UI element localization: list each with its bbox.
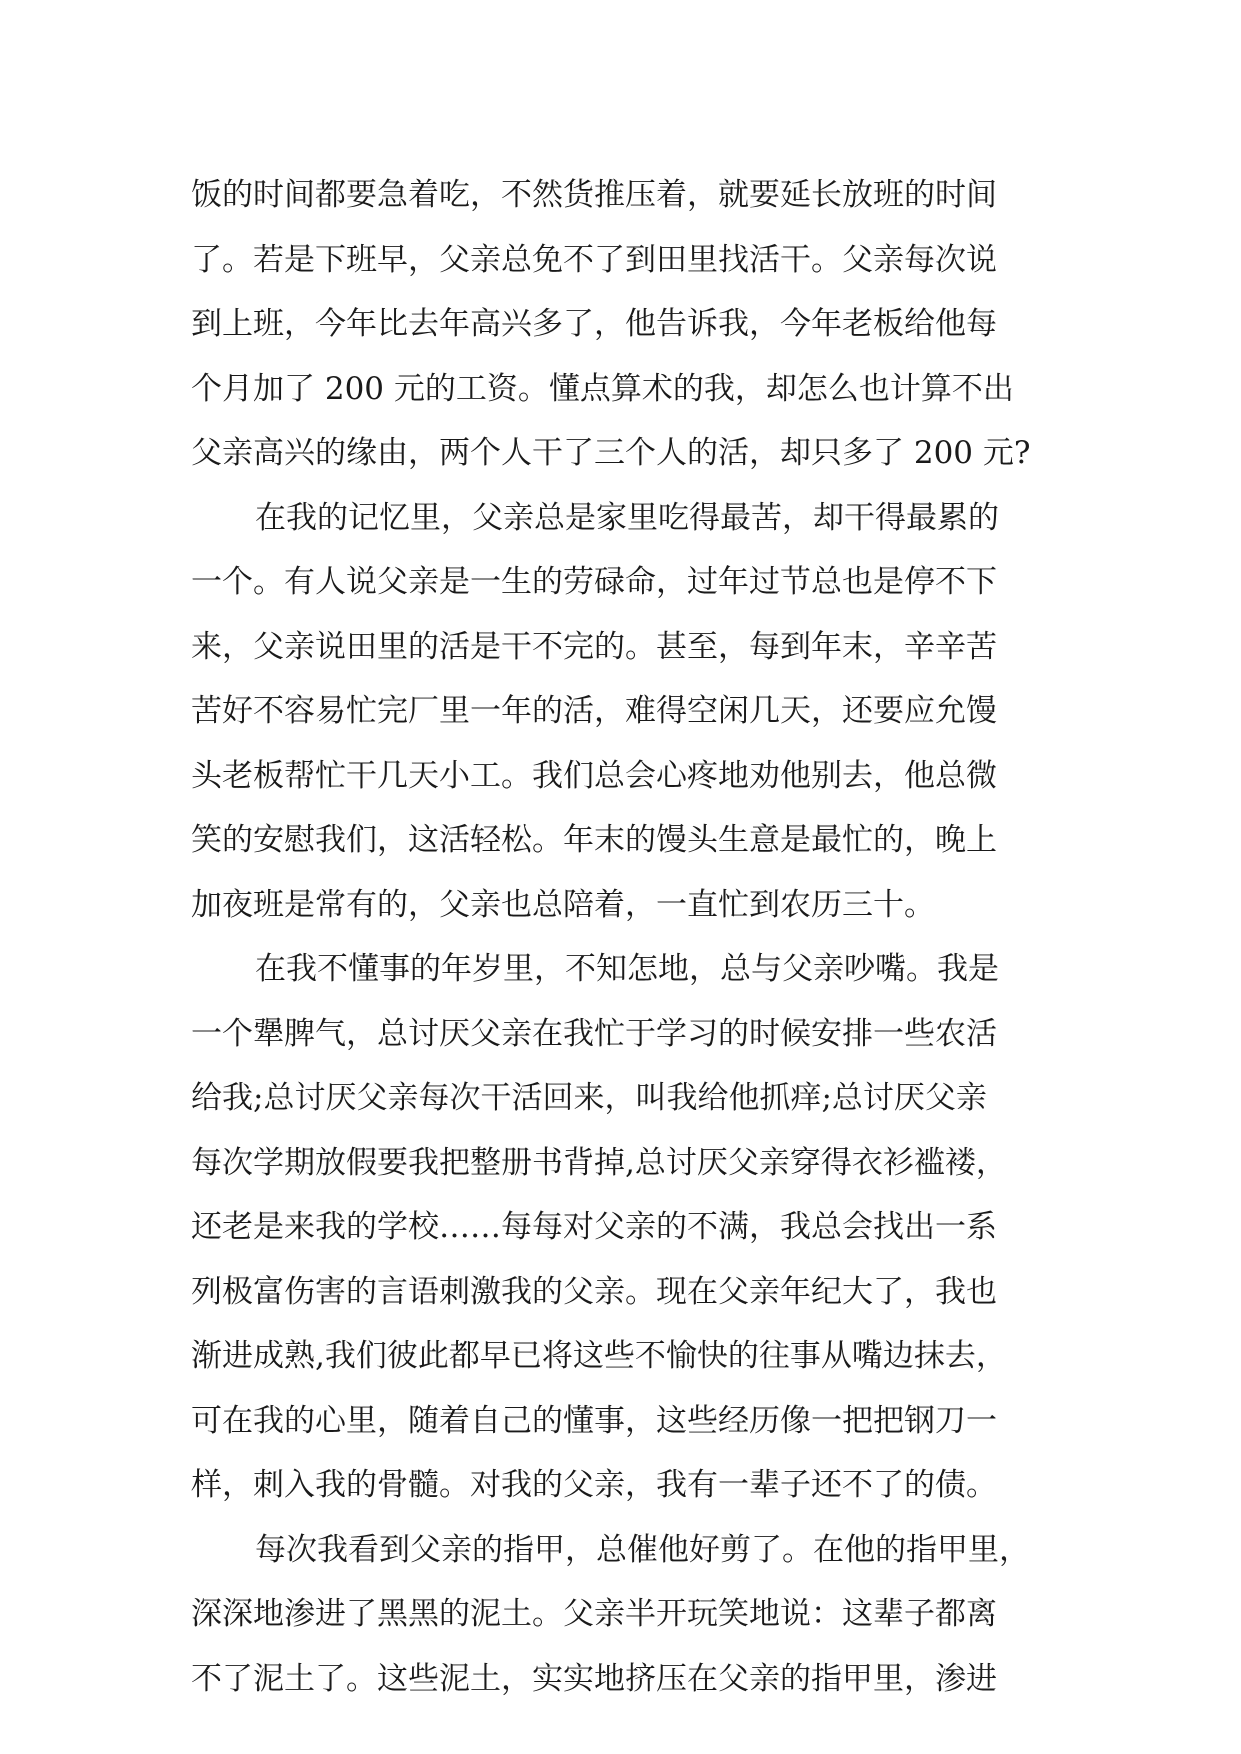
text-line: 来，父亲说田里的活是干不完的。甚至，每到年末，辛辛苦 [191, 628, 997, 665]
text-line: 列极富伤害的言语刺激我的父亲。现在父亲年纪大了，我也 [191, 1273, 997, 1310]
text-line: 还老是来我的学校……每每对父亲的不满，我总会找出一系 [191, 1209, 997, 1245]
text-line: 饭的时间都要急着吃，不然货推压着，就要延长放班的时间 [191, 177, 997, 213]
text-line: 个月加了 200 元的工资。懂点算术的我，却怎么也计算不出 [191, 370, 1014, 407]
text-line: 样，刺入我的骨髓。对我的父亲，我有一辈子还不了的债。 [191, 1467, 997, 1503]
text-line: 父亲高兴的缘由，两个人干了三个人的活，却只多了 200 元? [191, 435, 1031, 471]
text-line: 头老板帮忙干几天小工。我们总会心疼地劝他别去，他总微 [191, 757, 997, 794]
body-text [191, 163, 1071, 1711]
text-line: 渐进成熟,我们彼此都早已将这些不愉快的往事从嘴边抹去， [191, 1338, 1007, 1374]
text-line: 给我;总讨厌父亲每次干活回来，叫我给他抓痒;总讨厌父亲 [191, 1080, 987, 1116]
text-line: 笑的安慰我们，这活轻松。年末的馒头生意是最忙的，晚上 [191, 822, 997, 858]
text-line: 一个。有人说父亲是一生的劳碌命，过年过节总也是停不下 [191, 564, 997, 600]
paragraph-start-line: 在我不懂事的年岁里，不知怎地，总与父亲吵嘴。我是 [255, 951, 999, 987]
text-line: 到上班，今年比去年高兴多了，他告诉我，今年老板给他每 [191, 306, 997, 342]
text-line: 每次学期放假要我把整册书背掉,总讨厌父亲穿得衣衫褴褛， [191, 1144, 1007, 1181]
text-line: 了。若是下班早，父亲总免不了到田里找活干。父亲每次说 [191, 241, 997, 278]
text-line: 苦好不容易忙完厂里一年的活，难得空闲几天，还要应允馒 [191, 693, 997, 729]
paragraph-start-line: 在我的记忆里，父亲总是家里吃得最苦，却干得最累的 [255, 499, 999, 536]
text-line: 一个犟脾气，总讨厌父亲在我忙于学习的时候安排一些农活 [191, 1015, 997, 1052]
text-line: 加夜班是常有的，父亲也总陪着，一直忙到农历三十。 [191, 886, 935, 923]
text-line: 可在我的心里，随着自己的懂事，这些经历像一把把钢刀一 [191, 1402, 997, 1439]
text-line: 不了泥土了。这些泥土，实实地挤压在父亲的指甲里，渗进 [191, 1660, 997, 1697]
text-line: 深深地渗进了黑黑的泥土。父亲半开玩笑地说：这辈子都离 [191, 1596, 997, 1632]
paragraph-start-line: 每次我看到父亲的指甲，总催他好剪了。在他的指甲里， [255, 1531, 1030, 1568]
